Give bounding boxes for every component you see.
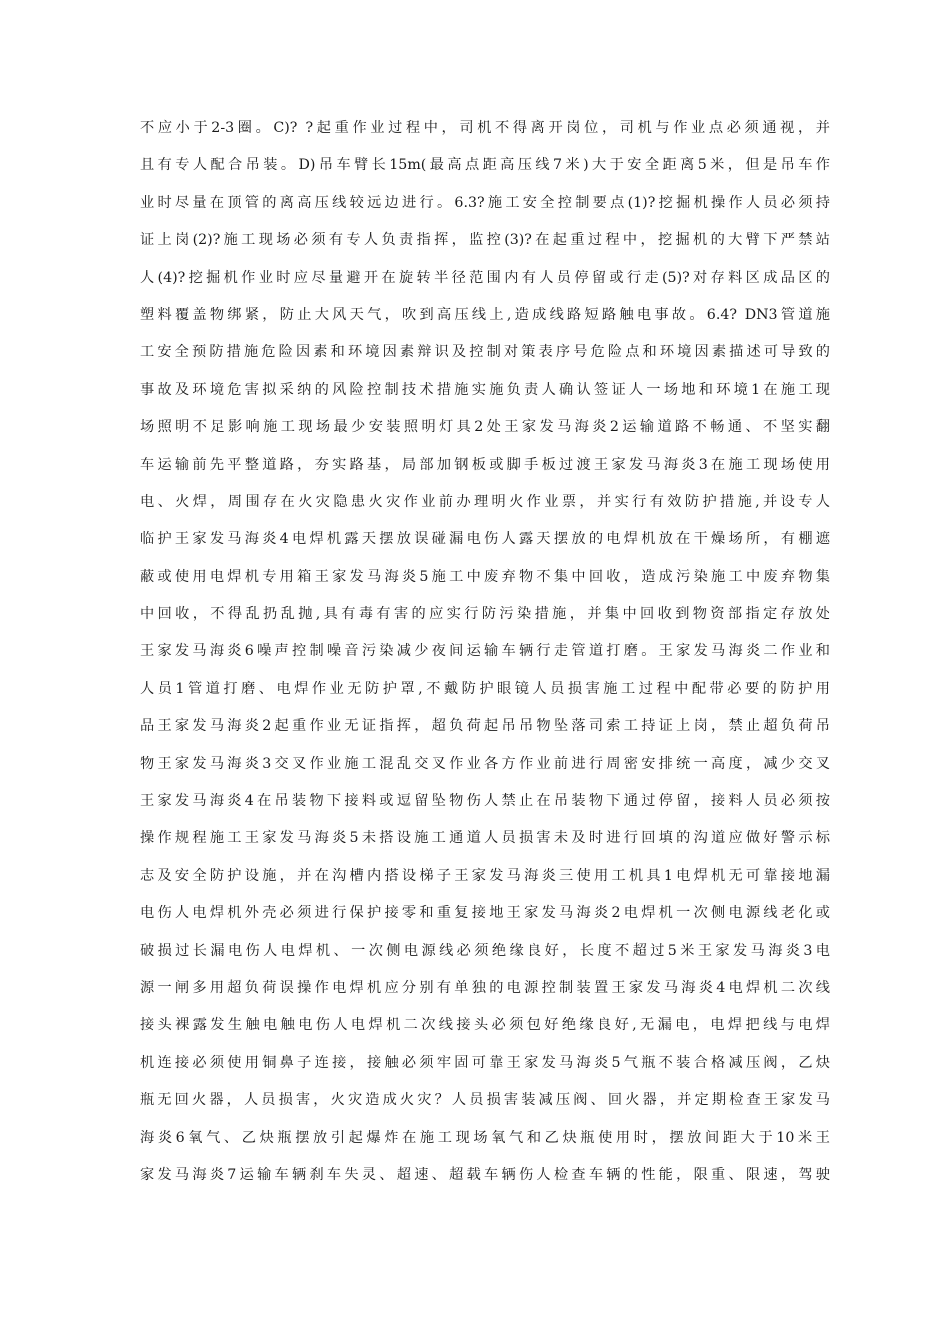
text-line: 物王家发马海炎3交叉作业施工混乱交叉作业各方作业前进行周密安排统一高度，减少交叉 [140, 755, 830, 772]
text-line: 海炎6氧气、乙炔瓶摆放引起爆炸在施工现场氧气和乙炔瓶使用时，摆放间距大于10米王 [140, 1129, 830, 1146]
text-line: 家发马海炎7运输车辆刹车失灵、超速、超载车辆伤人检查车辆的性能，限重、限速，驾驶 [140, 1166, 830, 1183]
text-line: 王家发马海炎6噪声控制噪音污染减少夜间运输车辆行走管道打磨。王家发马海炎二作业和 [140, 643, 830, 660]
text-line: 王家发马海炎4在吊装物下接料或逗留坠物伤人禁止在吊装物下通过停留，接料人员必须按 [140, 793, 830, 810]
text-line: 机连接必须使用铜鼻子连接，接触必须牢固可靠王家发马海炎5气瓶不装合格减压阀，乙炔 [140, 1054, 830, 1071]
text-line: 不应小于2-3圈。C)? ?起重作业过程中，司机不得离开岗位，司机与作业点必须通视，并 [140, 120, 830, 136]
text-line: 源一闸多用超负荷误操作电焊机应分别有单独的电源控制装置王家发马海炎4电焊机二次线 [140, 979, 830, 996]
text-line: 中回收，不得乱扔乱抛,具有毒有害的应实行防污染措施，并集中回收到物资部指定存放处 [140, 606, 830, 623]
text-line: 证上岗(2)?施工现场必须有专人负责指挥，监控(3)?在起重过程中，挖掘机的大臂下严禁站 [140, 232, 830, 249]
text-line: 塑料覆盖物绑紧，防止大风天气，吹到高压线上,造成线路短路触电事故。6.4? DN3管道施 [140, 306, 830, 323]
text-line: 品王家发马海炎2起重作业无证指挥，超负荷起吊吊物坠落司索工持证上岗，禁止超负荷吊 [140, 718, 830, 735]
text-line: 事故及环境危害拟采纳的风险控制技术措施实施负责人确认签证人一场地和环境1在施工现 [140, 381, 830, 398]
text-line: 电伤人电焊机外壳必须进行保护接零和重复接地王家发马海炎2电焊机一次侧电源线老化或 [140, 905, 830, 922]
text-line: 工安全预防措施危险因素和环境因素辩识及控制对策表序号危险点和环境因素描述可导致的 [140, 344, 830, 361]
text-line: 志及安全防护设施，并在沟槽内搭设梯子王家发马海炎三使用工机具1电焊机无可靠接地漏 [140, 867, 830, 884]
text-line: 临护王家发马海炎4电焊机露天摆放误碰漏电伤人露天摆放的电焊机放在干燥场所，有棚遮 [140, 531, 830, 548]
text-line: 破损过长漏电伤人电焊机、一次侧电源线必须绝缘良好，长度不超过5米王家发马海炎3电 [140, 942, 830, 959]
text-line: 接头裸露发生触电触电伤人电焊机二次线接头必须包好绝缘良好,无漏电，电焊把线与电焊 [140, 1017, 830, 1034]
text-line: 且有专人配合吊装。D)吊车臂长15m(最高点距高压线7米)大于安全距离5米，但是吊车作 [140, 157, 830, 174]
text-line: 人(4)?挖掘机作业时应尽量避开在旋转半径范围内有人员停留或行走(5)?对存料区成品区的 [140, 269, 830, 286]
text-line: 车运输前先平整道路，夯实路基，局部加钢板或脚手板过渡王家发马海炎3在施工现场使用 [140, 456, 830, 473]
text-line: 场照明不足影响施工现场最少安装照明灯具2处王家发马海炎2运输道路不畅通、不坚实翻 [140, 419, 830, 436]
text-line: 业时尽量在顶管的离高压线较远边进行。6.3?施工安全控制要点(1)?挖掘机操作人员必须持 [140, 194, 830, 211]
body-text [140, 110, 830, 1194]
text-line: 蔽或使用电焊机专用箱王家发马海炎5施工中废弃物不集中回收，造成污染施工中废弃物集 [140, 568, 830, 585]
text-line: 电、火焊，周围存在火灾隐患火灾作业前办理明火作业票，并实行有效防护措施,并设专人 [140, 493, 830, 510]
text-line: 人员1管道打磨、电焊作业无防护罩,不戴防护眼镜人员损害施工过程中配带必要的防护用 [140, 680, 830, 697]
text-line: 操作规程施工王家发马海炎5未搭设施工通道人员损害未及时进行回填的沟道应做好警示标 [140, 830, 830, 847]
text-line: 瓶无回火器，人员损害，火灾造成火灾？人员损害装减压阀、回火器，并定期检查王家发马 [140, 1092, 830, 1109]
